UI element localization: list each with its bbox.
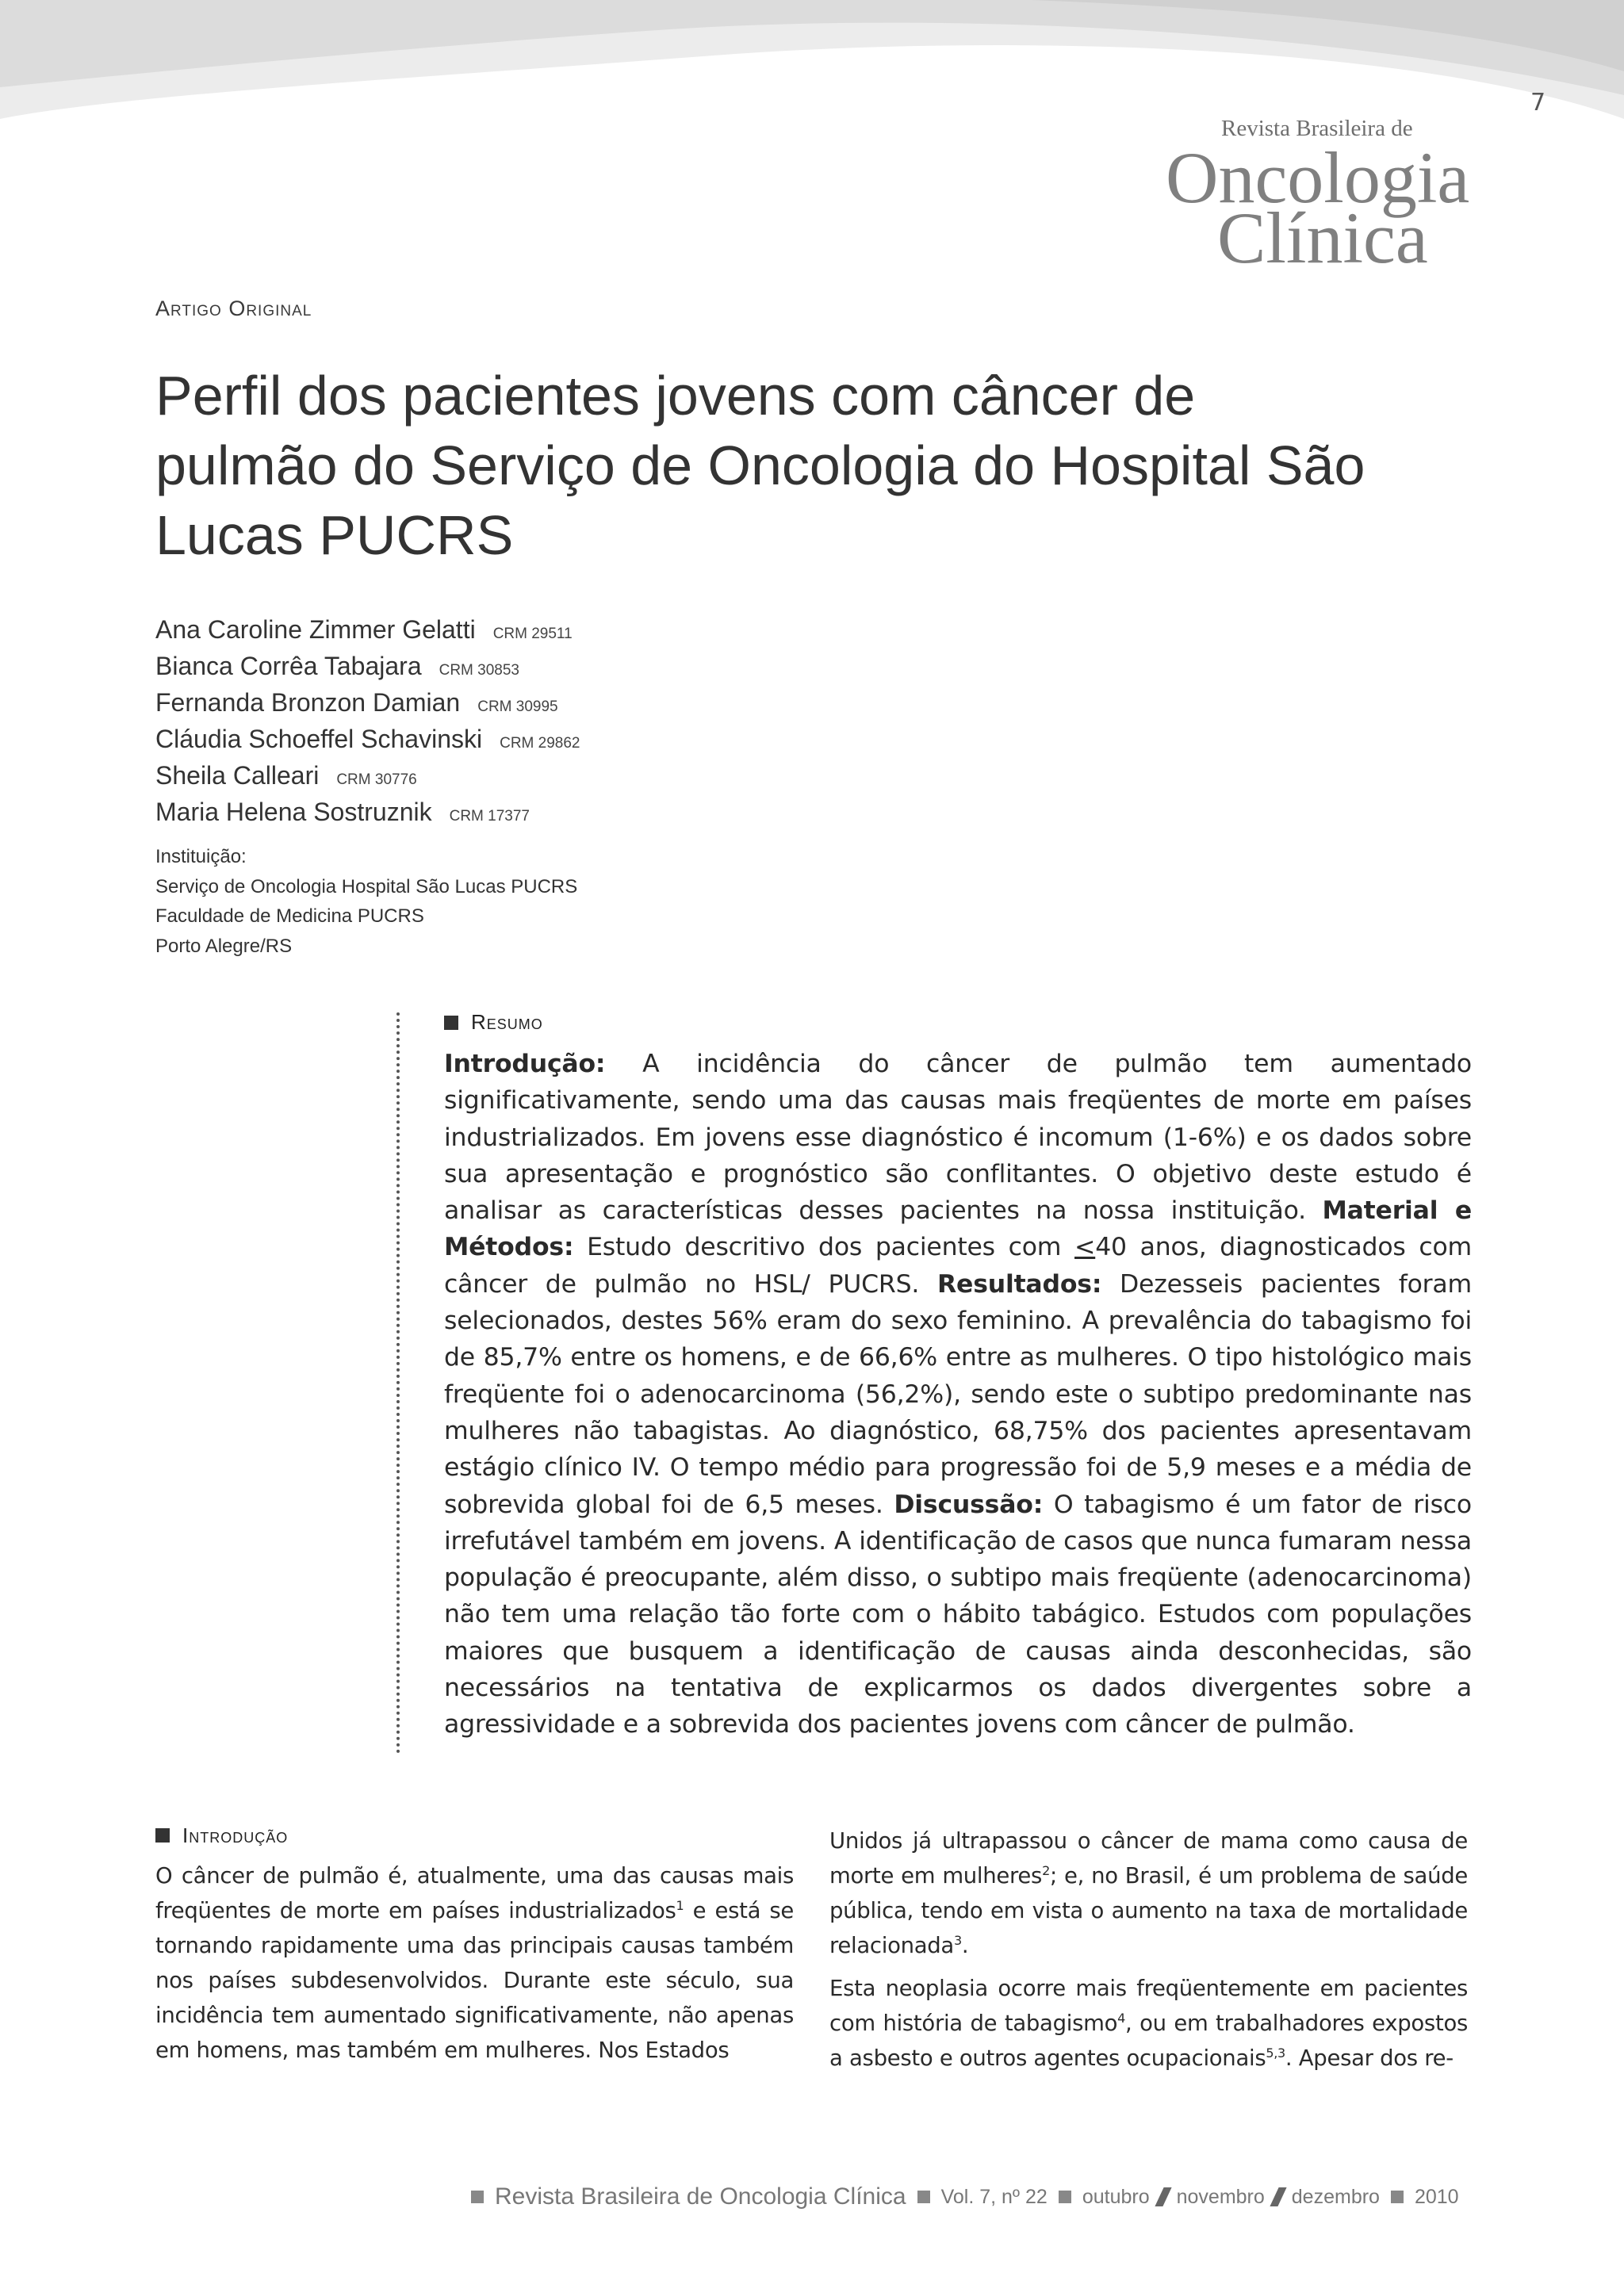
- institution-line: Serviço de Oncologia Hospital São Lucas PUCRS: [155, 875, 578, 897]
- abstract-methods-text: Estudo descritivo dos pacientes com: [573, 1233, 1075, 1262]
- abstract-discussion-label: Discussão:: [894, 1490, 1044, 1519]
- citation-ref: 2: [1042, 1862, 1050, 1878]
- author-row: [155, 760, 580, 796]
- author-crm: CRM 29511: [492, 626, 573, 642]
- abstract-intro-label: Introdução:: [444, 1050, 606, 1078]
- square-bullet-icon: [444, 1016, 458, 1030]
- intro-p3-text: Esta neoplasia ocorre mais freqüentemente em pacientes com história de tabagismo: [829, 1976, 1468, 2036]
- intro-p2-text-3: .: [961, 1933, 969, 1958]
- abstract-discussion-text: O tabagismo é um fator de risco irrefutável também em jovens. A identificação de casos que nunca fumaram nessa população é preocupante, além disso, o subtipo mais freqüente (adenocarcinoma) não tem uma relação tão forte com o hábito tabágico. Estudos com populações maiores que busquem a identificação de causas ainda desconhecidas, são necessários na tentativa de explicarmos os dados divergentes sobre a agressividade e a sobrevida dos pacientes jovens com câncer de pulmão.: [444, 1490, 1472, 1739]
- author-row: [155, 650, 580, 687]
- author-crm: CRM 29862: [500, 735, 580, 752]
- journal-logo-oncologia: Oncologia: [1166, 137, 1470, 218]
- square-bullet-icon: [917, 2191, 930, 2203]
- intro-p3-text-2: , ou em trabalhadores expostos a asbesto e outros agentes ocupacionais: [829, 2011, 1468, 2071]
- footer-month-3: dezembro: [1291, 2185, 1380, 2208]
- institution-line: Porto Alegre/RS: [155, 935, 293, 957]
- abstract-heading: [444, 1010, 1472, 1035]
- article-title: Perfil dos pacientes jovens com câncer de pulmão do Serviço de Oncologia do Hospital São Lucas PUCRS: [155, 365, 1365, 566]
- author-name: Fernanda Bronzon Damian: [155, 688, 461, 717]
- intro-p2-text: Unidos já ultrapassou o câncer de mama como causa de morte em mulheres: [829, 1828, 1468, 1888]
- author-row: [155, 723, 580, 760]
- square-bullet-icon: [471, 2191, 484, 2203]
- square-bullet-icon: [155, 1828, 170, 1843]
- author-name: Cláudia Schoeffel Schavinski: [155, 725, 483, 753]
- author-name: Maria Helena Sostruznik: [155, 798, 432, 826]
- citation-ref: 5,3: [1266, 2045, 1285, 2061]
- abstract-body: [444, 1046, 1472, 1743]
- body-column-left: [155, 1823, 794, 2076]
- author-name: Sheila Calleari: [155, 761, 320, 790]
- author-name: Bianca Corrêa Tabajara: [155, 652, 422, 680]
- citation-ref: 3: [954, 1932, 962, 1948]
- journal-logo-clinica: Clínica: [1217, 197, 1428, 278]
- author-crm: CRM 30776: [336, 771, 417, 788]
- abstract-leq-symbol: <: [1074, 1233, 1096, 1262]
- abstract-methods-text-2: 40 anos, diagnosticados com câncer de pulmão no HSL/ PUCRS.: [444, 1233, 1472, 1299]
- abstract-methods-label: Material e Métodos:: [444, 1196, 1472, 1262]
- abstract-results-label: Resultados:: [936, 1269, 1102, 1299]
- author-row: [155, 614, 580, 650]
- institution-line: Faculdade de Medicina PUCRS: [155, 905, 424, 927]
- intro-paragraph: [829, 1823, 1468, 1963]
- institution-label: Instituição:: [155, 846, 247, 867]
- footer-journal: Revista Brasileira de Oncologia Clínica: [495, 2183, 906, 2210]
- intro-heading: [155, 1823, 794, 1847]
- body-column-right: [829, 1823, 1468, 2084]
- author-crm: CRM 30853: [439, 662, 519, 679]
- journal-name-small: Revista Brasileira de: [1221, 116, 1413, 141]
- author-row: [155, 687, 580, 723]
- intro-p1-text: O câncer de pulmão é, atualmente, uma das causas mais freqüentes de morte em países industrializados: [155, 1863, 794, 1923]
- author-name: Ana Caroline Zimmer Gelatti: [155, 615, 476, 644]
- citation-ref: 4: [1117, 2010, 1126, 2026]
- author-crm: CRM 30995: [477, 698, 558, 715]
- institution-block: [155, 842, 577, 961]
- intro-heading-label: Introdução: [182, 1823, 289, 1847]
- slash-separator-icon: [1155, 2187, 1171, 2206]
- abstract-results-text: Dezesseis pacientes foram selecionados, destes 56% eram do sexo feminino. A prevalência do tabagismo foi de 85,7% entre os homens, e de 66,6% entre as mulheres. O tipo histológico mais freqüente foi o adenocarcinoma (56,2%), sendo este o subtipo predominante nas mulheres não tabagistas. Ao diagnóstico, 68,75% dos pacientes apresentavam estágio clínico IV. O tempo médio para progressão foi de 5,9 meses e a média de sobrevida global foi de 6,5 meses.: [444, 1269, 1472, 1519]
- slash-separator-icon: [1270, 2187, 1286, 2206]
- abstract-intro-text: A incidência do câncer de pulmão tem aumentado significativamente, sendo uma das causas mais freqüentes de morte em países industrializados. Em jovens esse diagnóstico é incomum (1-6%) e os dados sobre sua apresentação e prognóstico são conflitantes. O objetivo deste estudo é analisar as características desses pacientes na nossa instituição.: [444, 1050, 1472, 1226]
- author-row: [155, 796, 580, 832]
- intro-p3-text-3: . Apesar dos re-: [1285, 2045, 1454, 2071]
- footer-month-1: outubro: [1082, 2185, 1150, 2208]
- abstract-dotted-rule: [396, 1012, 400, 1754]
- author-crm: CRM 17377: [449, 808, 530, 825]
- footer-year: 2010: [1414, 2185, 1459, 2208]
- author-list: [155, 614, 580, 832]
- page-footer: [460, 2183, 1459, 2210]
- citation-ref: 1: [676, 1897, 684, 1913]
- footer-month-2: novembro: [1176, 2185, 1265, 2208]
- intro-p2-text-2: ; e, no Brasil, é um problema de saúde pública, tendo em vista o aumento na taxa de mortalidade relacionada: [829, 1863, 1468, 1958]
- section-tag: Artigo Original: [155, 297, 312, 320]
- intro-paragraph: [829, 1971, 1468, 2076]
- footer-volume: Vol. 7, nº 22: [940, 2185, 1048, 2208]
- page-number: 7: [1530, 89, 1546, 117]
- square-bullet-icon: [1059, 2191, 1071, 2203]
- square-bullet-icon: [1391, 2191, 1404, 2203]
- intro-paragraph: [155, 1858, 794, 2068]
- abstract-section: [444, 1010, 1472, 1743]
- intro-p1-text-2: e está se tornando rapidamente uma das principais causas também nos países subdesenvolvidos. Durante este século, sua incidência tem aumentado significativamente, não apenas em homens, mas também em mulheres. Nos Estados: [155, 1898, 794, 2063]
- abstract-heading-label: Resumo: [471, 1010, 543, 1034]
